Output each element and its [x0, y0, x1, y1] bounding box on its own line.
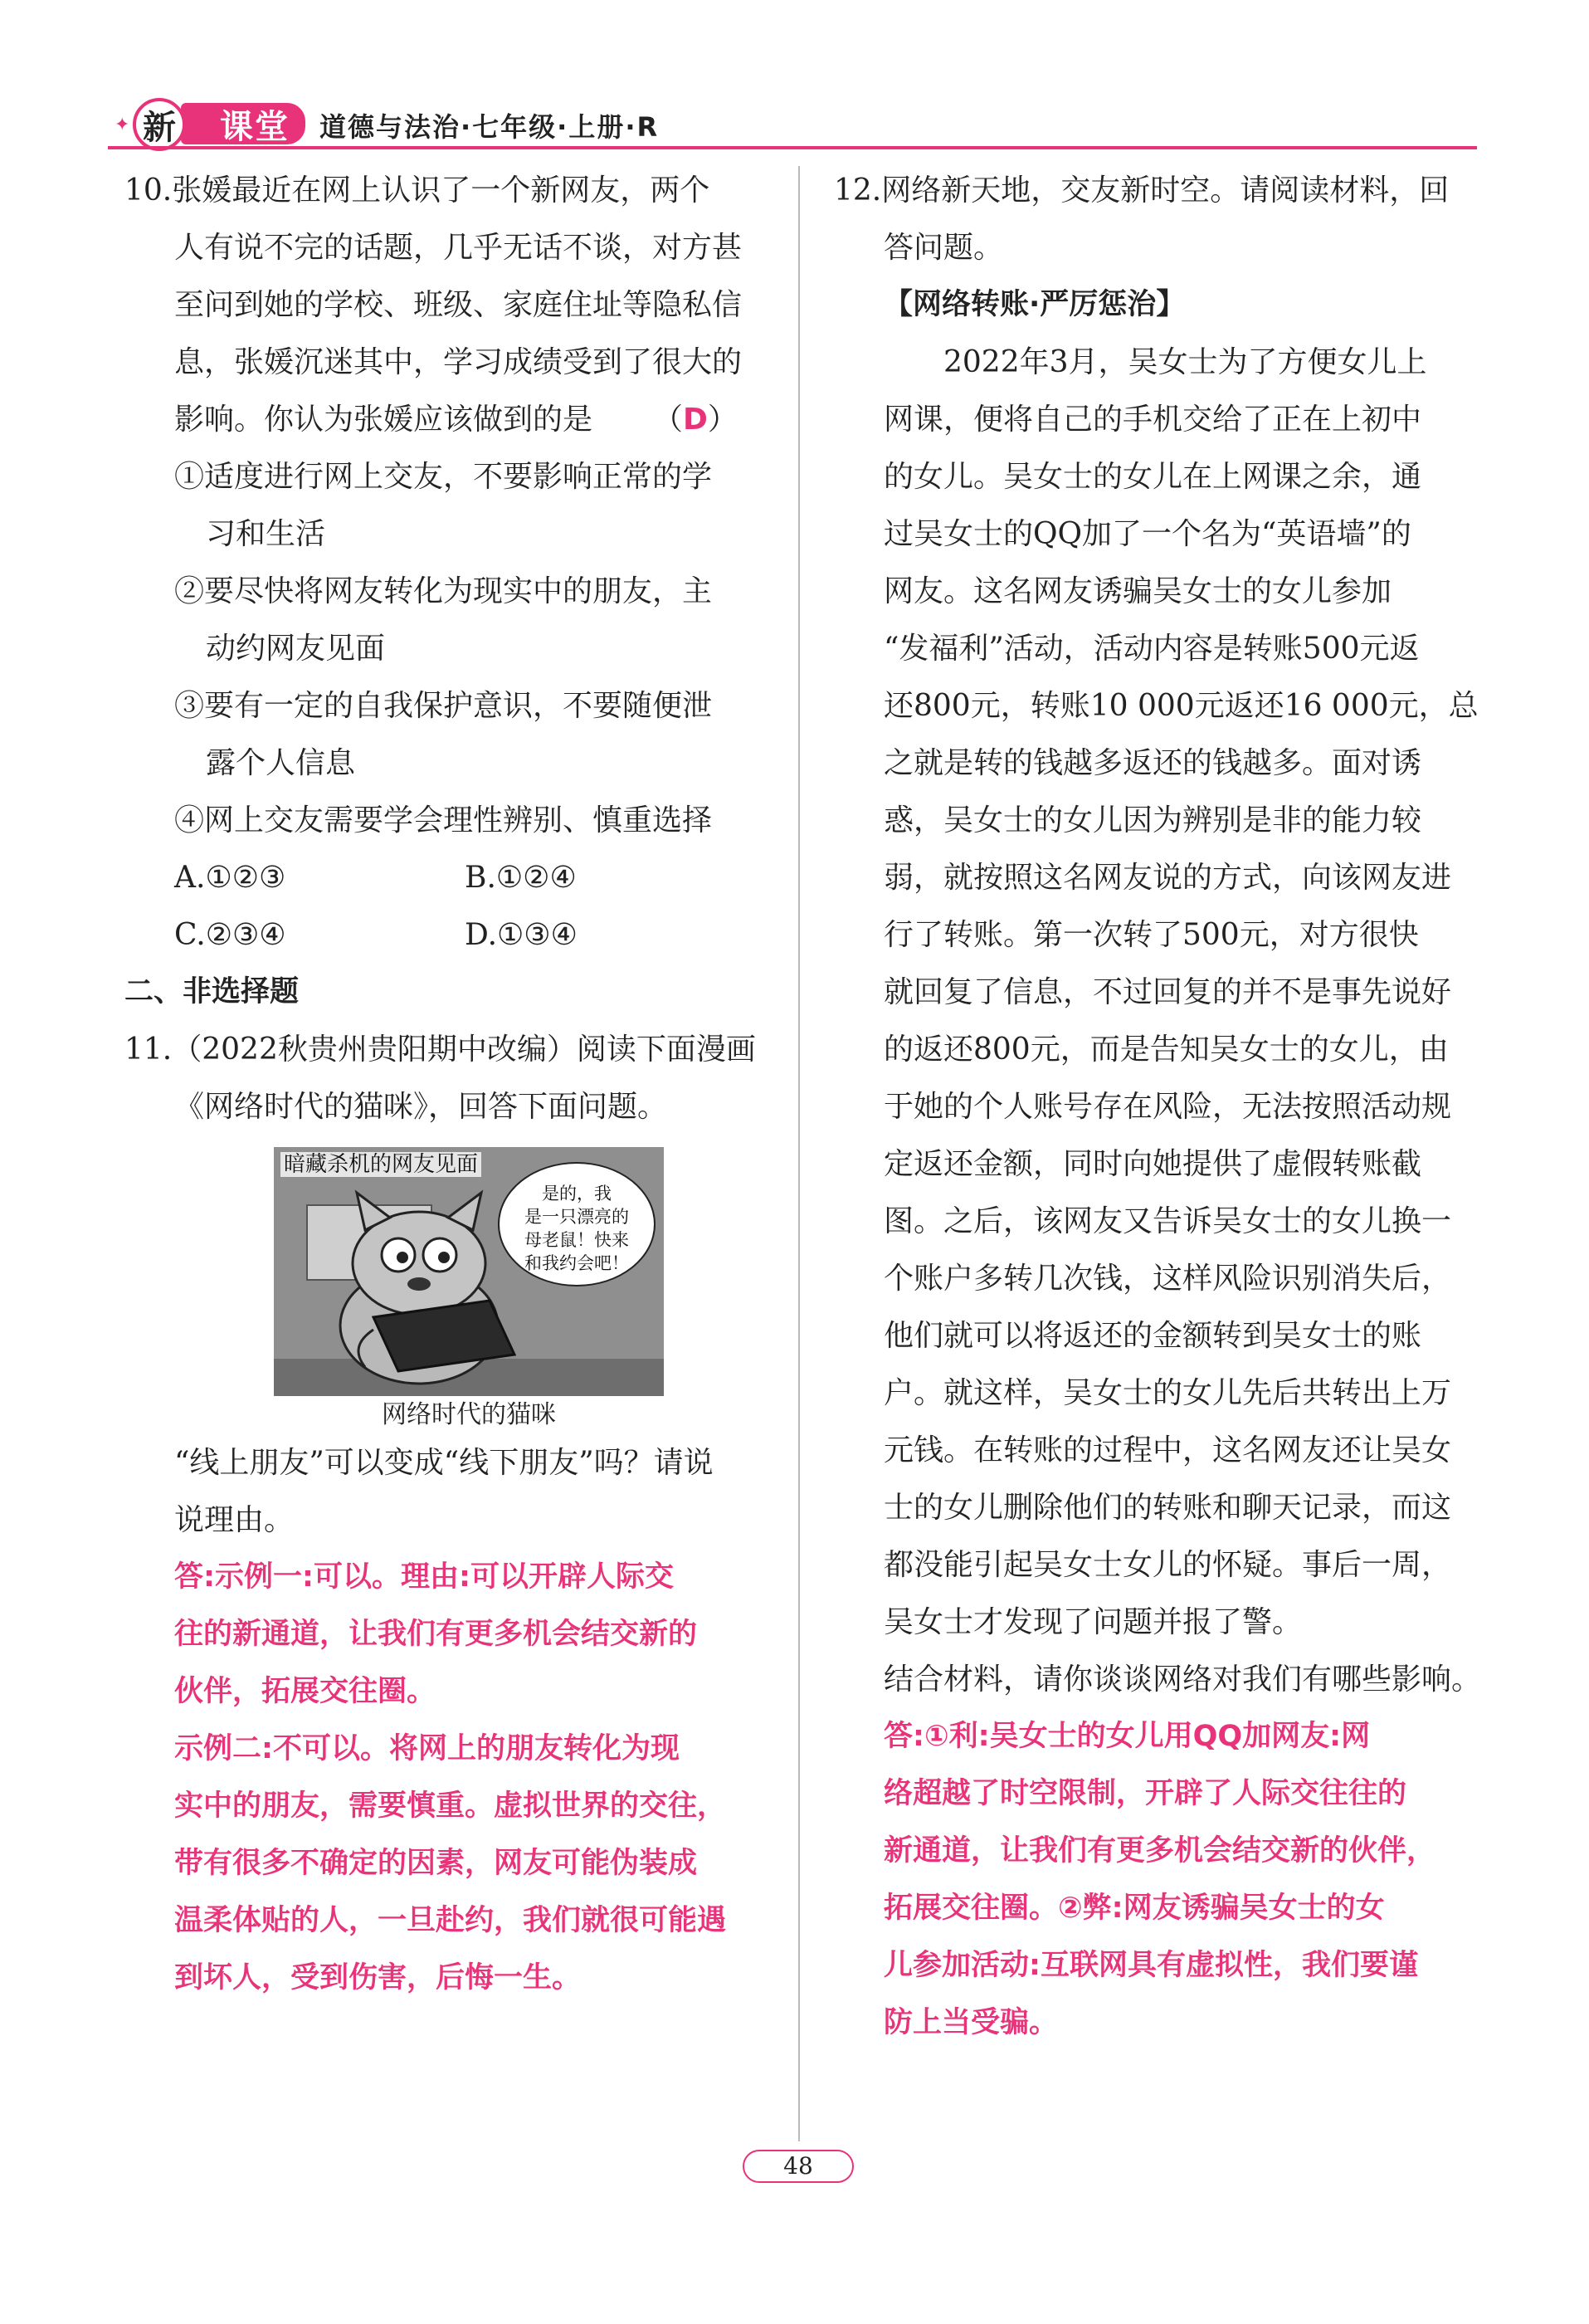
section-title: 二、非选择题: [124, 975, 300, 1008]
material-line: 吴女士才发现了问题并报了警。: [884, 1605, 1303, 1639]
figure-caption: 网络时代的猫咪: [382, 1400, 556, 1429]
material-body: [834, 334, 1489, 1651]
left-column: [124, 162, 772, 2007]
q12-stem-line: 答问题。: [884, 231, 1004, 265]
material-line: 于她的个人账号存在风险，无法按照活动规: [884, 1090, 1452, 1124]
material-line: 网友。这名网友诱骗吴女士的女儿参加: [884, 574, 1392, 608]
star-icon: ✦: [115, 115, 130, 135]
answer-paren-open: （: [652, 403, 683, 437]
q10-stem-line: 息，张媛沉迷其中，学习成绩受到了很大的: [174, 345, 743, 379]
answer-line: 示例二:不可以。将网上的朋友转化为现: [174, 1732, 680, 1765]
material-line: 都没能引起吴女士女儿的怀疑。事后一周，: [884, 1548, 1452, 1582]
question-11: [124, 1021, 772, 2007]
q11-stem-line: 《网络时代的猫咪》，回答下面问题。: [174, 1090, 668, 1124]
page-number: 48: [783, 2152, 813, 2180]
material-line: 定返还金额，同时向她提供了虚假转账截: [884, 1147, 1422, 1181]
bubble-line: 是的，我: [542, 1184, 612, 1204]
material-line: 的女儿。吴女士的女儿在上网课之余，通: [884, 460, 1422, 494]
page-header: [108, 91, 1477, 149]
q10-item-1: ①适度进行网上交友，不要影响正常的学: [174, 460, 713, 494]
q10-item-4: ④网上交友需要学会理性辨别、慎重选择: [174, 803, 713, 837]
q10-options-row: [124, 849, 772, 906]
material-line: 图。之后，该网友又告诉吴女士的女儿换一: [884, 1204, 1452, 1238]
material-line: 士的女儿删除他们的转账和聊天记录，而这: [884, 1491, 1452, 1525]
q10-stem-line: 人有说不完的话题，几乎无话不谈，对方甚: [174, 231, 743, 265]
answer-line: 往的新通道，让我们有更多机会结交新的: [174, 1618, 698, 1651]
material-line: 元钱。在转账的过程中，这名网友还让吴女: [884, 1433, 1452, 1467]
logo-xin: 新: [133, 98, 186, 151]
material-line: 户。就这样，吴女士的女儿先后共转出上万: [884, 1376, 1452, 1410]
material-line: 惑，吴女士的女儿因为辨别是非的能力较: [884, 803, 1422, 837]
q10-item-2-cont: 动约网友见面: [206, 632, 386, 666]
material-line: 就回复了信息，不过回复的并不是事先说好: [884, 975, 1452, 1009]
material-line: 弱，就按照这名网友说的方式，向该网友进: [884, 861, 1452, 895]
speech-bubble: [498, 1162, 656, 1286]
answer-line: 伙伴，拓展交往圈。: [174, 1675, 436, 1708]
q10-stem-text: 影响。你认为张媛应该做到的是: [174, 403, 593, 437]
answer-line: 答:①利:吴女士的女儿用QQ加网友:网: [884, 1720, 1371, 1753]
material-line: 他们就可以将返还的金额转到吴女士的账: [884, 1319, 1422, 1353]
bubble-line: 是一只漂亮的: [524, 1207, 629, 1227]
answer-line: 温柔体贴的人，一旦赴约，我们就很可能遇: [174, 1904, 727, 1937]
cartoon-image: [274, 1147, 664, 1396]
answer-line: 防上当受骗。: [884, 2006, 1059, 2039]
option-c: C.②③④: [174, 918, 286, 952]
q10-item-2: ②要尽快将网友转化为现实中的朋友，主: [174, 574, 713, 608]
column-divider: [798, 166, 800, 2141]
cartoon-figure: [274, 1147, 664, 1434]
q10-stem-line: 至问到她的学校、班级、家庭住址等隐私信: [174, 288, 743, 322]
answer-line: 实中的朋友，需要慎重。虚拟世界的交往，: [174, 1789, 727, 1823]
q11-stem-line: 11.（2022秋贵州贵阳期中改编）阅读下面漫画: [124, 1033, 756, 1067]
answer-line: 新通道，让我们有更多机会结交新的伙伴，: [884, 1834, 1436, 1868]
brand-logo: [108, 91, 315, 147]
logo-ketang: 课堂: [181, 103, 305, 144]
answer-line: 到坏人，受到伤害，后悔一生。: [174, 1961, 582, 1994]
q11-question-line: “线上朋友”可以变成“线下朋友”吗？请说: [174, 1446, 714, 1480]
option-d: D.①③④: [465, 918, 578, 952]
cartoon-title: 暗藏杀机的网友见面: [280, 1152, 481, 1177]
q12-answer: [834, 1708, 1489, 2052]
bubble-line: 和我约会吧！: [524, 1253, 629, 1273]
q10-item-1-cont: 习和生活: [206, 517, 326, 551]
material-line: 还800元，转账10 000元返还16 000元，总: [884, 689, 1479, 723]
material-line: 2022年3月，吴女士为了方便女儿上: [943, 345, 1427, 379]
answer-line: 带有很多不确定的因素，网友可能伪装成: [174, 1847, 698, 1880]
material-line: “发福利”活动，活动内容是转账500元返: [884, 632, 1420, 666]
header-subject: 道德与法治·七年级·上册·R: [319, 111, 660, 143]
q10-stem-last: [124, 391, 772, 448]
answer-line: 儿参加活动:互联网具有虚拟性，我们要谨: [884, 1949, 1418, 1982]
material-line: 过吴女士的QQ加了一个名为“英语墙”的: [884, 517, 1411, 551]
material-line: 行了转账。第一次转了500元，对方很快: [884, 918, 1419, 952]
question-10: [124, 162, 772, 964]
answer-line: 络超越了时空限制，开辟了人际交往往的: [884, 1777, 1407, 1810]
option-b: B.①②④: [465, 861, 577, 895]
answer-line: 拓展交往圈。②弊:网友诱骗吴女士的女: [884, 1892, 1385, 1925]
question-12: [834, 162, 1489, 2052]
q12-stem-line: 12.网络新天地，交友新时空。请阅读材料，回: [834, 173, 1450, 208]
answer-line: 答:示例一:可以。理由:可以开辟人际交: [174, 1560, 674, 1594]
answer-paren-close: ）: [707, 403, 738, 437]
q12-question: 结合材料，请你谈谈网络对我们有哪些影响。: [884, 1662, 1482, 1697]
option-a: A.①②③: [174, 861, 286, 895]
right-column: [834, 162, 1489, 2052]
material-title: 【网络转账·严厉惩治】: [884, 288, 1186, 321]
bubble-line: 母老鼠！快来: [524, 1230, 629, 1250]
material-line: 之就是转的钱越多返还的钱越多。面对诱: [884, 746, 1422, 780]
q10-stem-line: 10.张媛最近在网上认识了一个新网友，两个: [124, 173, 710, 208]
material-line: 的返还800元，而是告知吴女士的女儿，由: [884, 1033, 1449, 1067]
header-rule: [108, 146, 1477, 149]
q10-item-3-cont: 露个人信息: [206, 746, 356, 780]
q11-answer: [124, 1549, 772, 2007]
q10-item-3: ③要有一定的自我保护意识，不要随便泄: [174, 689, 713, 723]
q10-options-row: [124, 906, 772, 964]
material-line: 网课，便将自己的手机交给了正在上初中: [884, 403, 1422, 437]
q11-question-line: 说理由。: [174, 1503, 295, 1537]
material-line: 个账户多转几次钱，这样风险识别消失后，: [884, 1262, 1452, 1296]
q10-answer: D: [682, 403, 708, 437]
